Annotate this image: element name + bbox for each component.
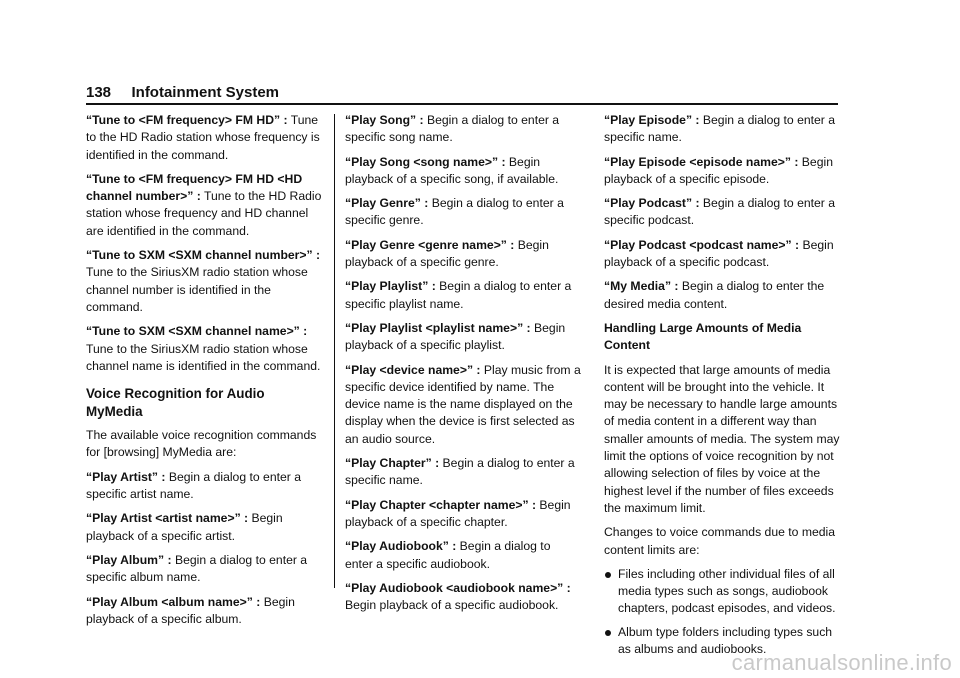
command-name: “Play Genre <genre name>” : [345,237,515,252]
command-description: Begin playback of a specific playlist. [345,320,566,353]
command-description: Tune to the SiriusXM radio station whose channel number is identified in the command. [86,265,308,314]
command-description: Begin playback of a specific podcast. [604,237,834,270]
command-name: “Play Audiobook <audiobook name>” : [345,580,571,595]
bullet-text: Album type folders including types such as albums and audiobooks. [618,624,833,657]
command-name: “Tune to <FM frequency> FM HD <HD channel number>” : [86,171,303,204]
command-description: Begin a dialog to enter a specific song name. [345,113,560,145]
command-name: “Play Playlist <playlist name>” : [345,320,531,335]
command-description: Begin playback of a specific song, if available. [345,154,559,186]
header-divider [86,103,838,105]
command-entry [86,510,322,545]
command-entry [345,112,581,147]
command-description: Tune to the HD Radio station whose frequency is identified in the command. [86,113,320,162]
command-name: “Play Podcast <podcast name>” : [604,237,800,252]
command-entry [345,278,581,313]
command-name: “Play Album <album name>” : [86,594,261,609]
command-entry [604,278,840,313]
command-name: “Play Artist” : [86,469,166,484]
bullet-icon [605,572,611,578]
command-name: “Play Song” : [345,113,424,127]
command-name: “Play Chapter” : [345,456,440,471]
command-description: Begin playback of a specific genre. [345,237,549,270]
page-title: Infotainment System [131,84,280,101]
command-entry [345,455,581,490]
command-entry [604,154,840,189]
command-description: Begin playback of a specific episode. [604,154,833,186]
command-description: Begin a dialog to enter a specific name. [604,113,836,145]
command-description: Begin a dialog to enter a specific podcast. [604,196,836,228]
command-description: Begin a dialog to enter a specific playlist name. [345,279,572,311]
command-name: “Play Podcast” : [604,196,700,211]
command-name: “Tune to SXM <SXM channel name>” : [86,324,308,339]
command-entry [86,594,322,629]
command-entry [345,580,581,615]
command-description: Begin a dialog to enter a specific album name. [86,552,308,585]
command-description: Begin a dialog to enter the desired media content. [604,279,825,311]
bullet-icon [605,630,611,636]
command-description: Begin playback of a specific audiobook. [345,598,559,613]
command-entry [86,469,322,504]
command-description: Tune to the HD Radio station whose frequency and HD channel are identified in the command. [86,189,322,238]
command-entry [604,112,840,147]
command-entry [345,497,581,532]
bullet-text: Files including other individual files of all media types such as songs, audiobook chapters, podcast episodes, and videos. [618,566,836,616]
command-description: Begin a dialog to enter a specific name. [345,456,575,488]
command-name: “My Media” : [604,279,679,294]
bullet-list [604,566,840,658]
page-header [86,84,838,104]
command-name: “Play Song <song name>” : [345,154,506,169]
command-description: Begin a dialog to enter a specific genre. [345,196,564,228]
command-entry [345,362,581,448]
subsection-heading: Handling Large Amounts of Media Content [604,320,802,353]
column-3 [604,112,840,664]
body-paragraph: It is expected that large amounts of media content will be brought into the vehicle. It may be necessary to handle large amounts of media content in a different way than smaller amounts of media. The system may limit the options of voice recognition by not allowing selection of files by voice at the highest level if the number of files exceeds the maximum limit. [604,362,840,515]
command-description: Begin a dialog to enter a specific artist name. [86,469,301,502]
command-name: “Play Playlist” : [345,279,436,294]
command-description: Begin a dialog to enter a specific audiobook. [345,539,551,571]
command-entry [86,112,322,164]
watermark: carmanualsonline.info [731,650,952,675]
command-name: “Play Artist <artist name>” : [86,511,249,526]
command-description: Begin playback of a specific album. [86,594,295,626]
command-description: Begin playback of a specific chapter. [345,497,571,529]
command-name: “Play Chapter <chapter name>” : [345,497,537,512]
column-2 [345,112,581,621]
command-name: “Play Episode” : [604,113,700,127]
command-entry [86,552,322,587]
command-name: “Tune to <FM frequency> FM HD” : [86,113,288,127]
bullet-item [604,566,840,618]
command-name: “Play Episode <episode name>” : [604,154,799,169]
command-name: “Tune to SXM <SXM channel number>” : [86,248,321,263]
command-entry [604,237,840,272]
command-description: Play music from a specific device identified by name. The device name is the name displayed on the display when the device is first selected as an audio source. [345,362,581,446]
command-entry [345,320,581,355]
section-heading: Voice Recognition for Audio MyMedia [86,386,265,420]
column-divider [334,114,335,588]
command-description: Begin playback of a specific artist. [86,511,283,543]
command-entry [345,195,581,230]
command-name: “Play Genre” : [345,196,429,211]
command-entry [604,195,840,230]
command-description: Tune to the SiriusXM radio station whose channel name is identified in the command. [86,341,321,373]
command-name: “Play Album” : [86,552,172,567]
section-intro: The available voice recognition commands for [browsing] MyMedia are: [86,428,317,460]
command-name: “Play <device name>” : [345,362,481,377]
command-entry [86,171,322,240]
command-entry [345,154,581,189]
body-paragraph: Changes to voice commands due to media content limits are: [604,525,836,557]
command-entry [345,538,581,573]
command-entry [86,247,322,316]
command-name: “Play Audiobook” : [345,539,457,554]
command-entry [86,323,322,375]
column-1 [86,112,322,635]
page-number: 138 [86,84,112,101]
command-entry [345,237,581,272]
